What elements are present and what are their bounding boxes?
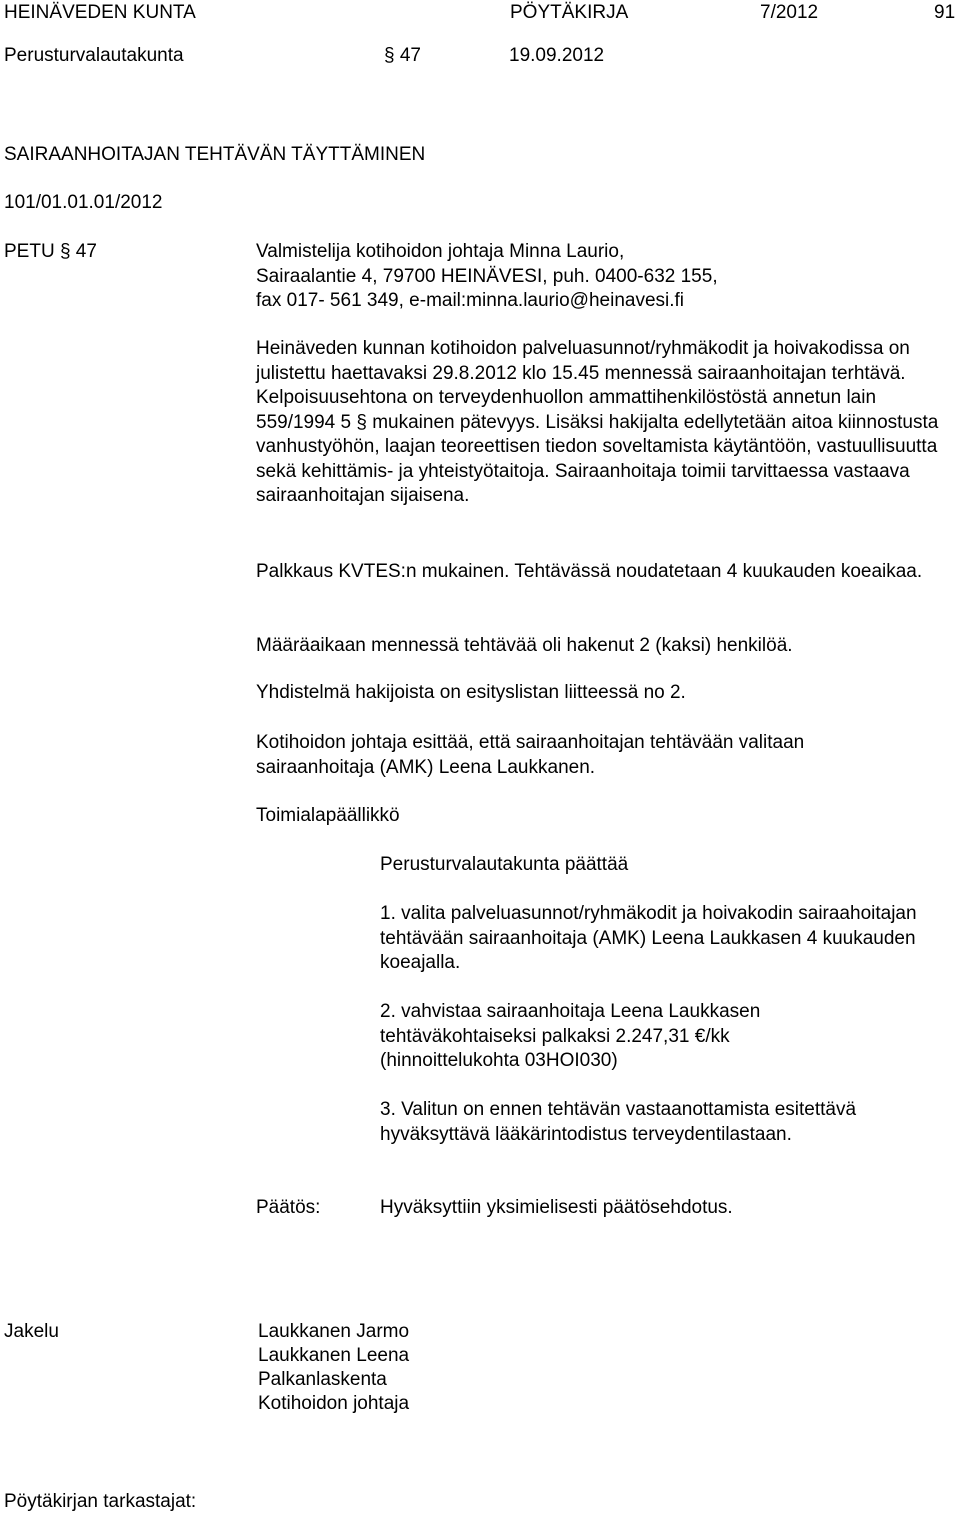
issue-number: 7/2012 (760, 2, 819, 23)
decision-heading: Perusturvalautakunta päättää (380, 854, 629, 875)
body-paragraph: Yhdistelmä hakijoista on esityslistan liitteessä no 2. (256, 682, 686, 703)
preparer-info: Valmistelija kotihoidon johtaja Minna Laurio, Sairaalantie 4, 79700 HEINÄVESI, puh. 0400-632 155, fax 017- 561 349, e-mail:minna.laurio@heinavesi.fi (256, 241, 718, 311)
distribution-label: Jakelu (4, 1321, 59, 1342)
decision-item: 2. vahvistaa sairaanhoitaja Leena Laukkasen tehtäväkohtaiseksi palkaksi 2.247,31 €/kk (hinnoittelukohta 03HOI030) (380, 1001, 761, 1071)
recipient: Laukkanen Jarmo (258, 1321, 410, 1342)
resolution-label: Päätös: (256, 1197, 321, 1218)
document-title: SAIRAANHOITAJAN TEHTÄVÄN TÄYTTÄMINEN (4, 144, 426, 165)
body-paragraph: Palkkaus KVTES:n mukainen. Tehtävässä noudatetaan 4 kuukauden koeaikaa. (256, 561, 923, 582)
board-name: Perusturvalautakunta (4, 45, 184, 66)
decision-item: 3. Valitun on ennen tehtävän vastaanottamista esitettävä hyväksyttävä lääkärintodistus terveydentilastaan. (380, 1099, 857, 1145)
checkers-label: Pöytäkirjan tarkastajat: (4, 1491, 197, 1512)
section-number: § 47 (384, 45, 421, 66)
resolution-text: Hyväksyttiin yksimielisesti päätösehdotus. (380, 1197, 733, 1218)
recipient: Laukkanen Leena (258, 1345, 410, 1366)
record-number: 101/01.01.01/2012 (4, 192, 163, 213)
meeting-date: 19.09.2012 (509, 45, 605, 66)
body-paragraph: Kotihoidon johtaja esittää, että sairaanhoitajan tehtävään valitaan sairaanhoitaja (AMK) Leena Laukkanen. (256, 732, 805, 778)
recipient: Kotihoidon johtaja (258, 1393, 410, 1414)
page-number: 91 (934, 2, 956, 23)
recipient: Palkanlaskenta (258, 1369, 387, 1390)
body-paragraph: Määräaikaan mennessä tehtävää oli hakenut 2 (kaksi) henkilöä. (256, 635, 793, 656)
municipality-name: HEINÄVEDEN KUNTA (4, 2, 196, 23)
body-paragraph: Heinäveden kunnan kotihoidon palveluasunnot/ryhmäkodit ja hoivakodissa on julistettu haettavaksi 29.8.2012 klo 15.45 mennessä sairaanhoitajan terhtävä. Kelpoisuusehtona on terveydenhuollon ammattihenkilöstöstä annetun lain 559/1994 5 § mukainen pätevyys. Lisäksi hakijalta edellytetään aitoa kiinnostusta vanhustyöhön, laajan teoreettisen tiedon soveltamista käytäntöön, vastuullisuutta sekä kehittämis- ja yhteistyötaitoja. Sairaanhoitaja toimii tarvittaessa vastaava sairaanhoitajan sijaisena. (256, 338, 939, 506)
item-reference: PETU § 47 (4, 241, 97, 262)
decision-item: 1. valita palveluasunnot/ryhmäkodit ja hoivakodin sairaahoitajan tehtävään sairaanhoitaja (AMK) Leena Laukkasen 4 kuukauden koeajalla. (380, 903, 917, 973)
document-type: PÖYTÄKIRJA (510, 2, 629, 23)
proposer-label: Toimialapäällikkö (256, 805, 400, 826)
